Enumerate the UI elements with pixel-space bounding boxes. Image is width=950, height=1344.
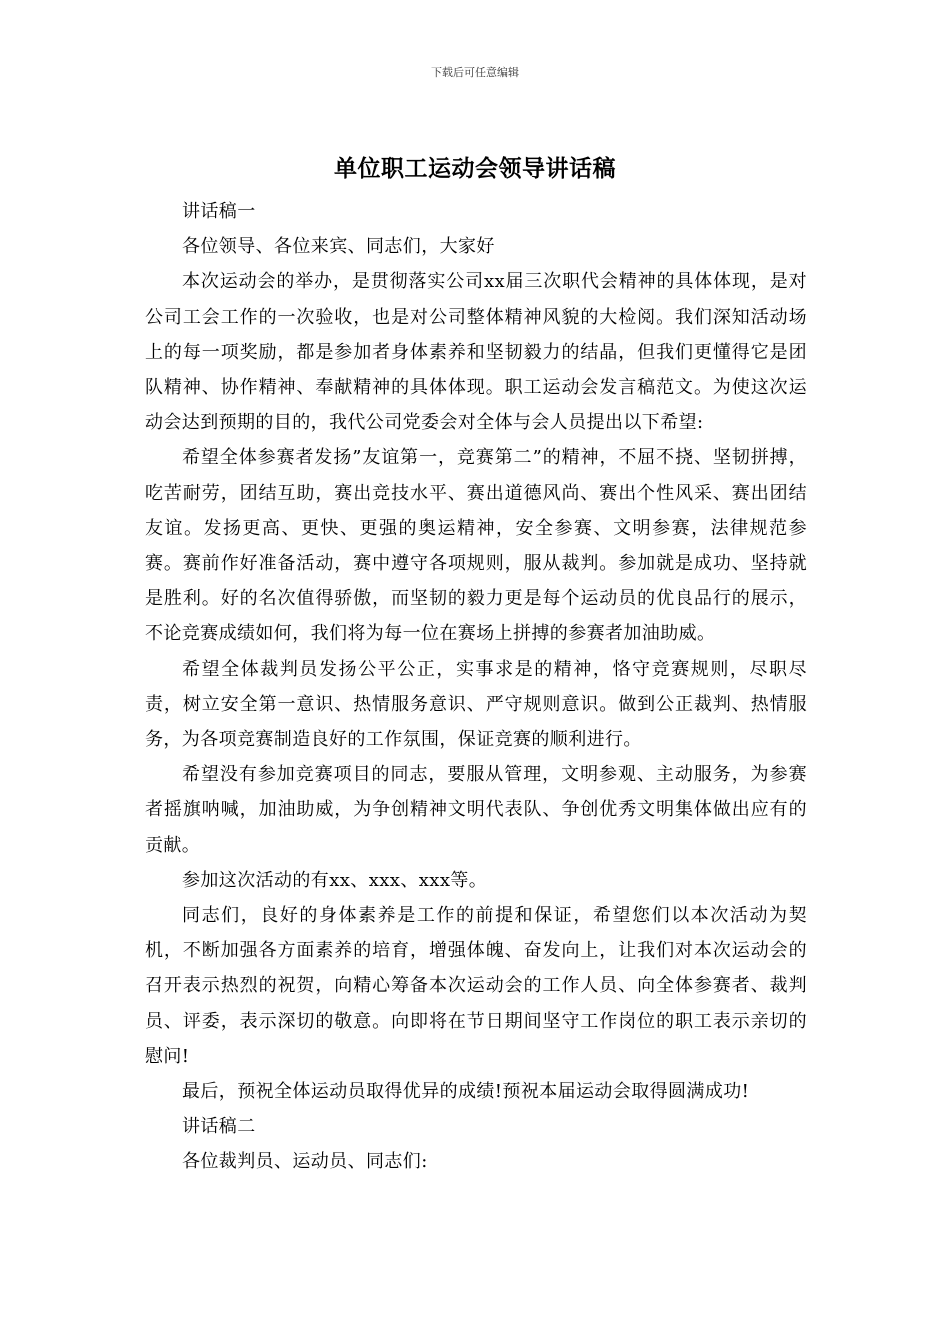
paragraph-speech-two-greeting: 各位裁判员、运动员、同志们:	[182, 1151, 428, 1173]
paragraph-athletes: 希望全体参赛者发扬”友谊第一，竞赛第二”的精神，不屈不挠、坚韧拼搏，吃苦耐劳，团结互助，赛出竞技水平、赛出道德风尚、赛出个性风采、赛出团结友谊。发扬更高、更快、更强的奥运精神，安全参赛、文明参赛，法律规范参赛。赛前作好准备活动，赛中遵守各项规则，服从裁判。参加就是成功、坚持就是胜利。好的名次值得骄傲，而坚韧的毅力更是每个运动员的优良品行的展示，不论竞赛成绩如何，我们将为每一位在赛场上拼搏的参赛者加油助威。	[145, 447, 807, 645]
document-title: 单位职工运动会领导讲话稿	[334, 155, 616, 182]
paragraph-speech-two-heading: 讲话稿二	[182, 1116, 256, 1138]
paragraph-spectators: 希望没有参加竞赛项目的同志，要服从管理，文明参观、主动服务，为参赛者摇旗呐喊，加油助威，为争创精神文明代表队、争创优秀文明集体做出应有的贡献。	[145, 764, 807, 856]
paragraph-intro: 本次运动会的举办，是贯彻落实公司xx届三次职代会精神的具体体现，是对公司工会工作的一次验收，也是对公司整体精神风貌的大检阅。我们深知活动场上的每一项奖励，都是参加者身体素养和坚韧毅力的结晶，但我们更懂得它是团队精神、协作精神、奉献精神的具体体现。职工运动会发言稿范文。为使这次运动会达到预期的目的，我代公司党委会对全体与会人员提出以下希望:	[145, 271, 807, 434]
paragraph-comrades: 同志们，良好的身体素养是工作的前提和保证，希望您们以本次活动为契机，不断加强各方面素养的培育，增强体魄、奋发向上，让我们对本次运动会的召开表示热烈的祝贺，向精心筹备本次运动会的工作人员、向全体参赛者、裁判员、评委，表示深切的敬意。向即将在节日期间坚守工作岗位的职工表示亲切的慰问!	[145, 905, 807, 1067]
paragraph-referees: 希望全体裁判员发扬公平公正，实事求是的精神，恪守竞赛规则，尽职尽责，树立安全第一意识、热情服务意识、严守规则意识。做到公正裁判、热情服务，为各项竞赛制造良好的工作氛围，保证竞赛的顺利进行。	[145, 658, 807, 751]
paragraph-greeting: 各位领导、各位来宾、同志们，大家好	[182, 236, 495, 258]
paragraph-speech-one-heading: 讲话稿一	[182, 201, 256, 222]
paragraph-participants: 参加这次活动的有xx、xxx、xxx等。	[182, 869, 488, 891]
paragraph-closing: 最后，预祝全体运动员取得优异的成绩!预祝本届运动会取得圆满成功!	[182, 1081, 750, 1103]
header-note: 下载后可任意编辑	[431, 66, 519, 79]
document-body	[145, 194, 807, 1180]
